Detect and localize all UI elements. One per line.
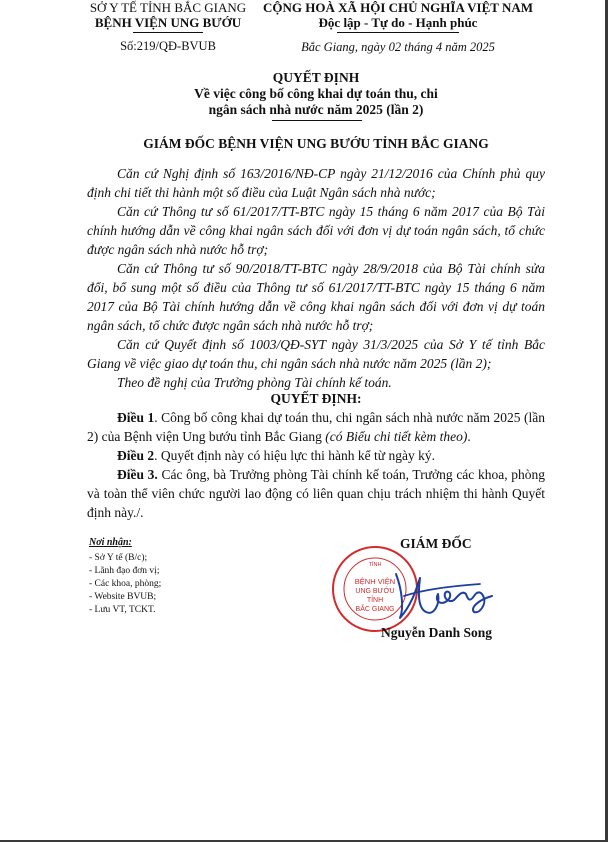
recipient-item: - Sở Y tế (B/c); (89, 553, 148, 563)
article-end: . (467, 429, 471, 444)
article-3 (87, 465, 545, 522)
subject-line-1: Về việc công bố công khai dự toán thu, chi (194, 86, 438, 101)
seal-text: BỆNH VIỆN (354, 577, 396, 586)
recipient-item: - Lãnh đạo đơn vị; (89, 566, 160, 576)
agency-parent: SỞ Y TẾ TỈNH BẮC GIANG (89, 0, 247, 15)
handwritten-signature (382, 560, 507, 626)
article-sep: . (154, 448, 161, 463)
signer-title: GIÁM ĐỐC (400, 536, 472, 551)
document-type: QUYẾT ĐỊNH (272, 70, 360, 85)
article-sep: . (154, 410, 162, 425)
preamble-item: Theo đề nghị của Trưởng phòng Tài chính kế toán. (117, 375, 392, 390)
preamble-item: Căn cứ Thông tư số 61/2017/TT-BTC ngày 15 tháng 6 năm 2017 của Bộ Tài chính hướng dẫn về công khai ngân sách đối với đơn vị dự toán ngân sách, tổ chức được ngân sách nhà nước hỗ trợ; (87, 204, 545, 257)
recipients-heading: Nơi nhận: (89, 537, 132, 548)
national-motto: Độc lập - Tự do - Hạnh phúc (318, 15, 478, 30)
article-1 (87, 408, 545, 446)
seal-text: UNG BƯỚU (355, 588, 395, 595)
agency-name: BỆNH VIỆN UNG BƯỚU (94, 15, 242, 30)
motto-underline (337, 32, 459, 33)
article-2 (87, 446, 545, 465)
preamble-item: Căn cứ Thông tư số 90/2018/TT-BTC ngày 28/9/2018 của Bộ Tài chính sửa đổi, bổ sung một số điều của Thông tư số 61/2017/TT-BTC ngày 15 tháng 6 năm 2017 của Bộ Tài chính hướng dẫn về công khai ngân sách đối với đơn vị dự toán ngân sách, tổ chức được ngân sách nhà nước hỗ trợ; (87, 261, 545, 333)
preamble-item: Căn cứ Quyết định số 1003/QĐ-SYT ngày 31/3/2025 của Sở Y tế tỉnh Bắc Giang về việc giao dự toán thu, chi ngân sách nhà nước năm 2025 (lần 2); (87, 337, 545, 371)
article-text: Các ông, bà Trưởng phòng Tài chính kế toán, Trưởng các khoa, phòng và toàn thể viên chức người lao động có liên quan chịu trách nhiệm thi hành Quyết định này./. (87, 467, 545, 520)
article-label: Điều 2 (117, 448, 155, 463)
article-text: Quyết định này có hiệu lực thi hành kể từ ngày ký. (160, 448, 435, 463)
national-title: CỘNG HOÀ XÃ HỘI CHỦ NGHĨA VIỆT NAM (262, 0, 534, 15)
place-and-date: Bắc Giang, ngày 02 tháng 4 năm 2025 (301, 40, 495, 54)
subject-line-2: ngân sách nhà nước năm 2025 (lần 2) (208, 102, 424, 117)
seal-text: TỈNH (368, 562, 382, 568)
decides-heading: QUYẾT ĐỊNH: (270, 391, 362, 406)
seal-text: TỈNH (366, 597, 384, 604)
article-note: (có Biểu chi tiết kèm theo) (325, 429, 468, 444)
preamble-item: Căn cứ Nghị định số 163/2016/NĐ-CP ngày 21/12/2016 của Chính phủ quy định chi tiết thi hành một số điều của Luật Ngân sách nhà nước; (87, 166, 545, 200)
article-label: Điều 3. (117, 467, 158, 482)
article-text: Công bố công khai dự toán thu, chi ngân sách nhà nước năm 2025 (lần 2) của Bệnh viện Ung bướu tỉnh Bắc Giang (87, 410, 546, 444)
agency-underline (133, 32, 203, 33)
seal-text: BẮC GIANG (355, 606, 395, 613)
article-label: Điều 1 (117, 410, 155, 425)
recipient-item: - Lưu VT, TCKT. (89, 605, 156, 615)
document-number: Số:219/QĐ-BVUB (120, 39, 216, 53)
subject-underline (272, 120, 362, 121)
recipient-item: - Các khoa, phòng; (89, 579, 162, 589)
signer-name: Nguyễn Danh Song (381, 625, 493, 640)
recipient-item: - Website BVUB; (89, 592, 157, 602)
issuing-authority: GIÁM ĐỐC BỆNH VIỆN UNG BƯỚU TỈNH BẮC GIANG (143, 136, 489, 151)
